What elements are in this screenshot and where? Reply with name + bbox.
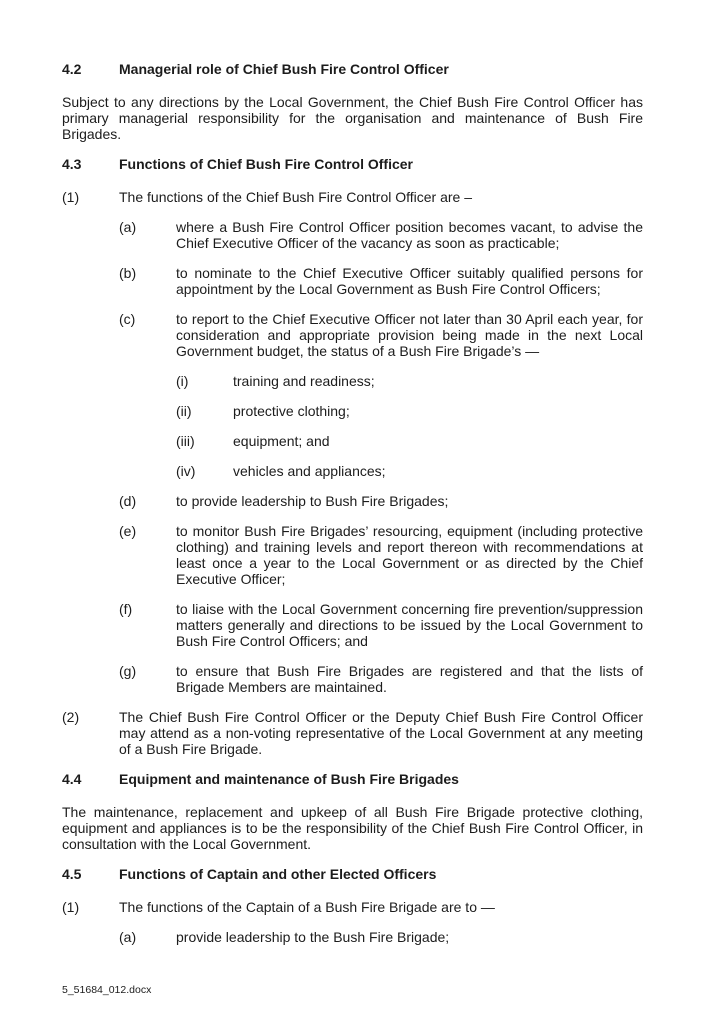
body-paragraph: Subject to any directions by the Local Government, the Chief Bush Fire Control Officer has primary managerial responsibility for the organisation and maintenance of Bush Fire Brigades.: [62, 94, 643, 142]
section-title: Equipment and maintenance of Bush Fire Brigades: [119, 771, 459, 787]
section-number: 4.2: [62, 61, 82, 77]
list-text: The functions of the Captain of a Bush Fire Brigade are to —: [119, 899, 495, 915]
list-label: (a): [119, 219, 137, 235]
list-label: (b): [119, 265, 137, 281]
list-text: The functions of the Chief Bush Fire Control Officer are –: [119, 189, 473, 205]
list-text: to provide leadership to Bush Fire Brigades;: [176, 493, 449, 509]
section-number: 4.5: [62, 866, 82, 882]
list-label: (a): [119, 929, 137, 945]
list-item-e: [119, 523, 643, 587]
list-text: protective clothing;: [233, 403, 350, 419]
list-label: (d): [119, 493, 137, 509]
section-heading-4-3: [62, 156, 643, 172]
list-item-f: [119, 601, 643, 649]
list-item-a: [119, 929, 643, 945]
list-text: training and readiness;: [233, 373, 375, 389]
footer-filename: 5_51684_012.docx: [62, 984, 152, 996]
section-title: Functions of Chief Bush Fire Control Officer: [119, 156, 413, 172]
list-item-i: [176, 373, 643, 389]
list-label: (1): [62, 189, 80, 205]
section-number: 4.4: [62, 771, 82, 787]
section-heading-4-5: [62, 866, 643, 882]
list-text: to ensure that Bush Fire Brigades are registered and that the lists of Brigade Members are maintained.: [176, 663, 643, 695]
list-label: (e): [119, 523, 137, 539]
list-label: (g): [119, 663, 137, 679]
list-item-c: [119, 311, 643, 359]
list-text: equipment; and: [233, 433, 330, 449]
list-label: (iv): [176, 463, 196, 479]
list-label: (f): [119, 601, 133, 617]
list-item-2: [62, 709, 643, 757]
list-text: where a Bush Fire Control Officer position becomes vacant, to advise the Chief Executive Officer of the vacancy as soon as practicable;: [176, 219, 643, 251]
list-label: (1): [62, 899, 80, 915]
list-label: (ii): [176, 403, 192, 419]
list-text: vehicles and appliances;: [233, 463, 386, 479]
list-text: to monitor Bush Fire Brigades’ resourcing, equipment (including protective clothing) and training levels and report thereon with recommendations at least once a year to the Local Government or as directed by the Chief Executive Officer;: [176, 523, 643, 587]
list-label: (2): [62, 709, 80, 725]
section-title: Functions of Captain and other Elected Officers: [119, 866, 437, 882]
list-item-1: [62, 189, 643, 205]
list-item-iv: [176, 463, 643, 479]
list-item-ii: [176, 403, 643, 419]
section-heading-4-2: [62, 61, 643, 77]
list-item-d: [119, 493, 643, 509]
section-heading-4-4: [62, 771, 643, 787]
section-number: 4.3: [62, 156, 82, 172]
list-item-g: [119, 663, 643, 695]
list-item-a: [119, 219, 643, 251]
section-title: Managerial role of Chief Bush Fire Control Officer: [119, 61, 449, 77]
list-text: to nominate to the Chief Executive Officer suitably qualified persons for appointment by the Local Government as Bush Fire Control Officers;: [176, 265, 643, 297]
list-text: The Chief Bush Fire Control Officer or the Deputy Chief Bush Fire Control Officer may attend as a non-voting representative of the Local Government at any meeting of a Bush Fire Brigade.: [119, 709, 643, 757]
list-text: to liaise with the Local Government concerning fire prevention/suppression matters generally and directions to be issued by the Local Government to Bush Fire Control Officers; and: [176, 601, 643, 649]
list-item-iii: [176, 433, 643, 449]
document-body: [62, 61, 643, 959]
body-paragraph: The maintenance, replacement and upkeep of all Bush Fire Brigade protective clothing, equipment and appliances is to be the responsibility of the Chief Bush Fire Control Officer, in consultation with the Local Government.: [62, 804, 643, 852]
list-label: (c): [119, 311, 136, 327]
list-label: (iii): [176, 433, 195, 449]
list-text: to report to the Chief Executive Officer not later than 30 April each year, for consideration and appropriate provision being made in the next Local Government budget, the status of a Bush Fire Brigade’s —: [176, 311, 643, 359]
list-label: (i): [176, 373, 189, 389]
list-item-b: [119, 265, 643, 297]
list-item-1: [62, 899, 643, 915]
list-text: provide leadership to the Bush Fire Brigade;: [176, 929, 450, 945]
